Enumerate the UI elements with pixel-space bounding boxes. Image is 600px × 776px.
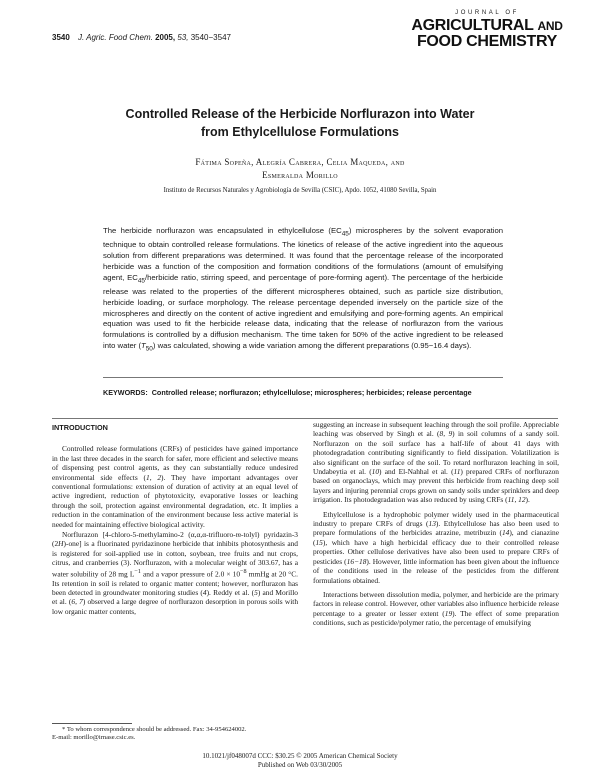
footnote-email: E-mail: morillo@irnase.csic.es.	[52, 734, 136, 742]
logo-agricultural: AGRICULTURAL	[411, 17, 534, 34]
abstract-text-3: /herbicide ratio, stirring speed, and percentage of pore-forming agent). The percentage of the herbicide release was related to the properties of the different microspheres obtained, such as particle size distribution, herbicide loading, or surface morphology. The release percentage depended inversely on the particle size of the microspheres and directly on the content of active ingredient and emulsifying and pore-forming agents. An empirical equation was used to fit the herbicide release data, indicating that the release of norflurazon from the various formulations is controlled by a diffusion mechanism. The time taken for 50% of the active ingredient to be released into water (	[103, 272, 503, 351]
left-column	[52, 423, 298, 616]
intro-paragraph-1: Controlled release formulations (CRFs) of pesticides have gained importance in the last three decades in the search for safer, more efficient and selective means of dispensing pest control agents, as they can substantially reduce undesired environmental side effects (1, 2). They have important advantages over conventional formulations: extension of duration of activity at an equal level of active ingredient, reduction of phytotoxicity, evaporative losses or leaching through the soil, protection against environmental degradation, etc. It implies a reduction in the contamination of the environment because less active material is needed for maintaining effective biological activity.	[52, 444, 298, 529]
logo-and: AND	[537, 19, 563, 33]
keywords-label: KEYWORDS:	[103, 388, 148, 397]
abstract-sub-2: 45	[137, 277, 145, 285]
journal-logo-top: JOURNAL OF	[455, 10, 519, 16]
doi-copyright: 10.1021/jf048007d CCC: $30.25 © 2005 American Chemical Society	[202, 752, 398, 760]
abstract-t-variable: T	[141, 341, 146, 351]
abstract-t-sub: 50	[145, 345, 153, 353]
title-line-2: from Ethylcellulose Formulations	[201, 125, 399, 139]
footnote-line-1: * To whom correspondence should be addressed. Fax: 34-954624002.	[62, 726, 247, 733]
abstract-text-2: ) microspheres by the solvent evaporation technique to obtain controlled release formulations. The kinetics of release of the active ingredient into the aqueous solution from different preparations was determined. It was found that the percentage release of the incorporated herbicide was a function of the composition and formation conditions of the formulations (amount of emulsifying agent, EC	[103, 226, 504, 282]
correspondence-footnote	[52, 726, 298, 743]
right-column	[313, 420, 559, 628]
journal-pages: 3540−3547	[190, 33, 231, 42]
right-paragraph-2: Ethylcellulose is a hydrophobic polymer widely used in the pharmaceutical industry to prepare CRFs of drugs (13). Ethylcellulose has also been used to prepare formulations of the herbicides atrazine, metribuzin (14), and cianazine (15), which have a high herbicidal efficacy due to their controlled release properties. Other cellulose derivatives have also been used to prepare CRFs of pesticides (16−18). However, little information has been given about the influence of the conditions used in the release of the pesticides from the different formulations obtained.	[313, 509, 560, 585]
published-date: Published on Web 03/30/2005	[257, 760, 343, 769]
abstract-text-1: The herbicide norflurazon was encapsulated in ethylcellulose (EC	[103, 226, 342, 235]
introduction-heading: INTRODUCTION	[52, 423, 108, 432]
right-paragraph-3: Interactions between dissolution media, polymer, and herbicide are the primary factors in release control. However, other variables also influence herbicide release percentage to a greater or lesser extent (19). The effect of some preparation conditions, such as pesticide/polymer ratio, the percentage of emulsifying	[313, 589, 559, 628]
journal-logo-bottom: FOOD CHEMISTRY	[416, 33, 558, 50]
authors-line-2: Esmeralda Morillo	[262, 170, 338, 180]
keywords	[103, 388, 503, 398]
section-divider	[52, 418, 558, 419]
footnote-divider	[52, 723, 132, 724]
keywords-text: Controlled release; norflurazon; ethylcellulose; microspheres; herbicides; release percentage	[151, 388, 472, 397]
article-title	[60, 105, 540, 141]
intro-paragraph-2: Norflurazon [4-chloro-5-methylamino-2 (α,α,α-trifluoro-m-tolyl) pyridazin-3 (2H)-one] is a fluorinated pyridazinone herbicide that inhibits photosynthesis and is registered for soil-applied use in cotton, soybean, tree fruits and nut crops, citrus, and cranberries (3). Norflurazon, with a molecular weight of 303.67, has a water solubility of 28 mg $L^{-1}$ and a vapor pressure of $2.0 \times 10^{-8}$ mmHg at 20 °C. Its retention in soil is related to organic matter content; however, norflurazon has been detected in groundwater monitoring studies (4). Reddy et al. (5) and Morillo et al. (6, 7) observed a large degree of norflurazon desorption in porous soils with low organic matter contents,	[52, 530, 299, 616]
journal-volume: 53,	[177, 33, 189, 42]
abstract	[103, 226, 503, 355]
affiliation: Instituto de Recursos Naturales y Agrobiología de Sevilla (CSIC), Apdo. 1052, 41080 Sevilla, Spain	[163, 187, 437, 194]
journal-citation	[78, 33, 231, 42]
author-list	[60, 156, 540, 182]
page-number: 3540	[52, 33, 70, 42]
abstract-sub-1: 45	[341, 230, 349, 238]
title-line-1: Controlled Release of the Herbicide Norflurazon into Water	[125, 107, 475, 121]
abstract-divider	[103, 377, 503, 378]
authors-line-1: Fátima Sopeña, Alegría Cabrera, Celia Maqueda, and	[195, 157, 405, 167]
page-footer	[150, 752, 450, 769]
journal-abbrev: J. Agric. Food Chem.	[78, 33, 153, 42]
right-paragraph-1: suggesting an increase in subsequent leaching through the soil profile. Appreciable leaching was observed by Singh et al. (8, 9) in soil columns of a sandy soil. Norflurazon on the soil surface has a half-life of about 41 days with photodegradation contributing significantly to field dissipation. Volatilization is also significant on the surface of the soil. To retard norflurazon leaching in soil, Undabeytia et al. (10) and El-Nahhal et al. (11) prepared CRFs of norflurazon based on organoclays, which may prevent this herbicide from reaching deep soil layers and injuring perennial crops grown on sandy soils under sprinklers and deep irrigation. Its photodegradation was also reduced by using CRFs (11, 12).	[313, 420, 559, 505]
journal-year: 2005,	[155, 33, 176, 42]
abstract-text-4: ) was calculated, showing a wide variation among the different preparations (0.95−16.4 days).	[152, 341, 472, 351]
